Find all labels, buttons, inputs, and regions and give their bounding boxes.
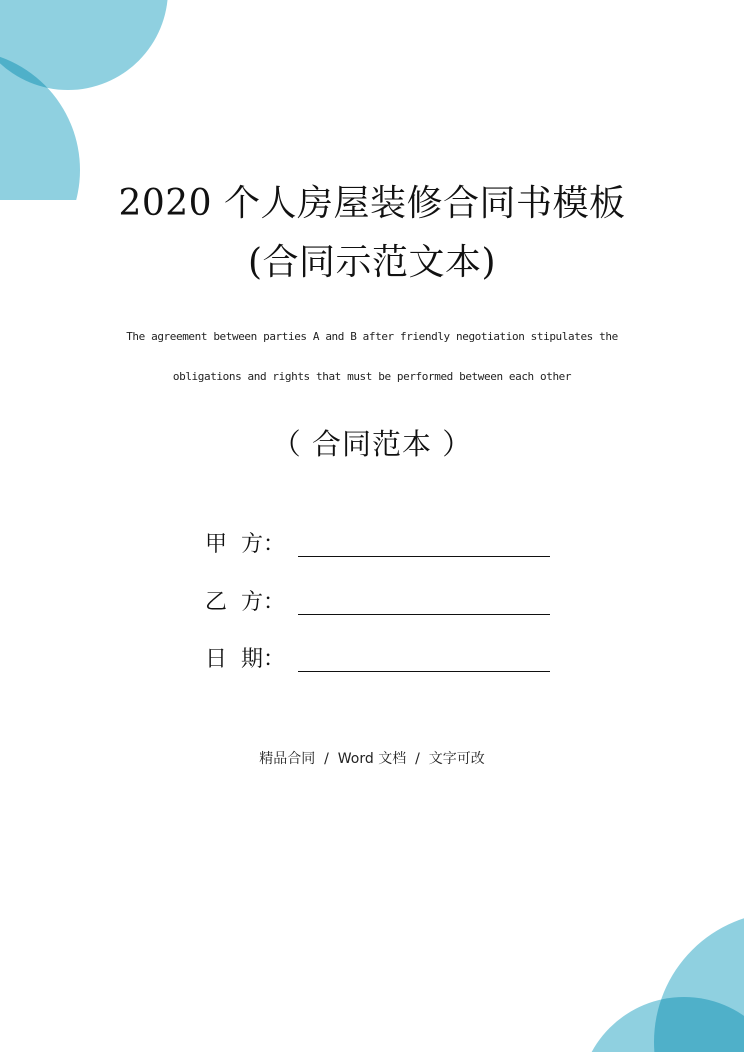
party-a-field — [205, 529, 550, 559]
contract-template-subtitle: （ 合同范本 ） — [271, 427, 473, 461]
party-b-field — [205, 587, 550, 617]
date-label: 日 期： — [205, 647, 285, 672]
party-b-label: 乙 方： — [205, 590, 285, 615]
document-title-line-2: (合同示范文本) — [247, 242, 497, 283]
date-field — [205, 644, 550, 674]
party-a-blank-line — [298, 556, 550, 557]
bottom-right-decoration — [564, 852, 744, 1052]
english-description-line-2: obligations and rights that must be performed between each other — [172, 370, 572, 383]
party-b-blank-line — [298, 614, 550, 615]
date-blank-line — [298, 671, 550, 672]
document-title-line-1: 2020 个人房屋装修合同书模板 — [118, 183, 626, 224]
document-footer-note: 精品合同 / Word 文档 / 文字可改 — [259, 751, 485, 767]
english-description-line-1: The agreement between parties A and B after friendly negotiation stipulates the — [126, 330, 618, 343]
party-a-label: 甲 方： — [205, 532, 285, 557]
top-left-decoration — [0, 0, 180, 200]
